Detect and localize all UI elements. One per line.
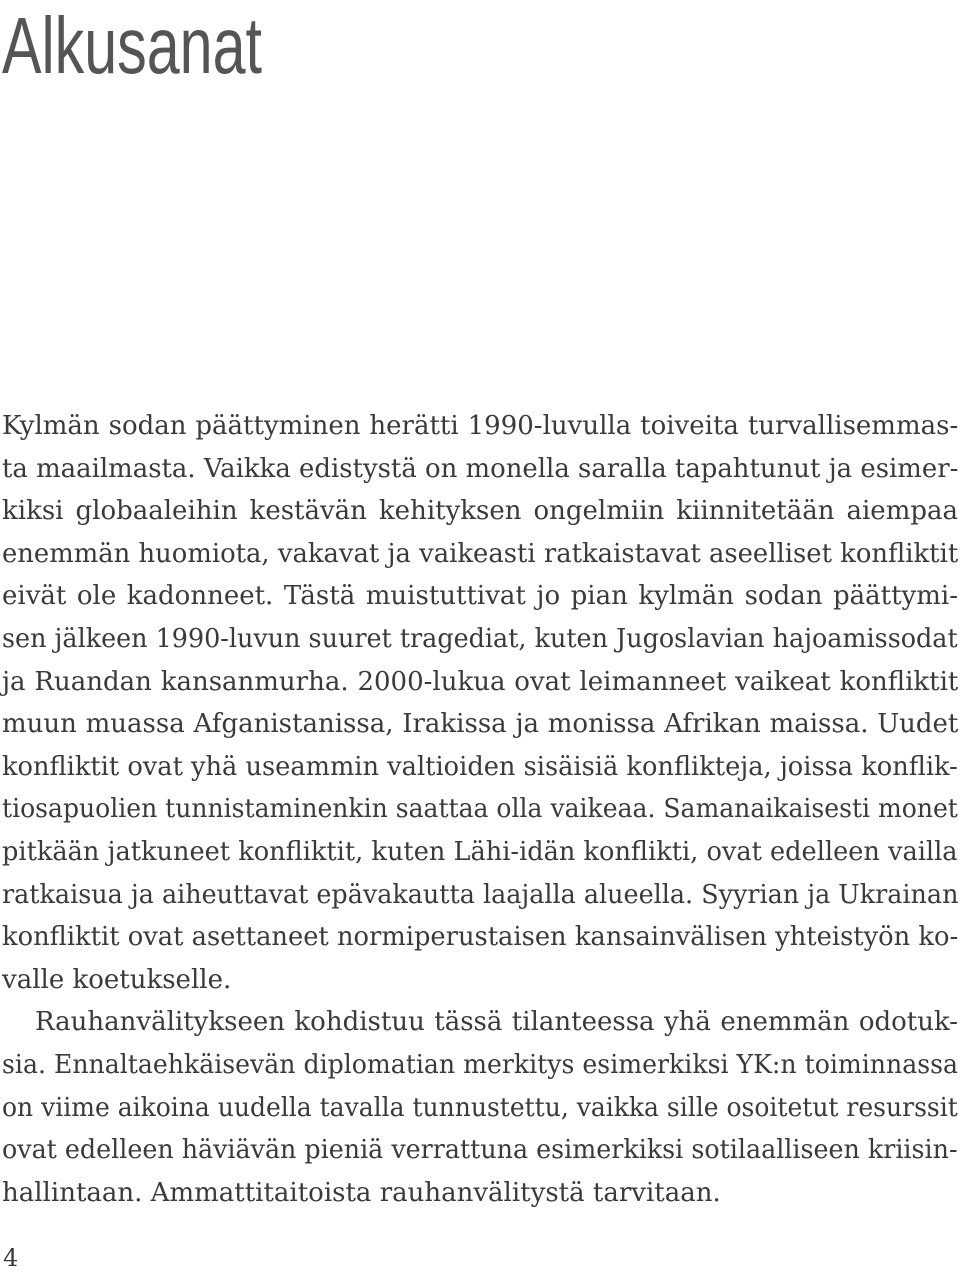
paragraph-2-line: on viime aikoina uudella tavalla tunnustettu, vaikka sille osoitetut resurssit: [2, 1092, 958, 1123]
paragraph-1-line: pitkään jatkuneet konfliktit, kuten Lähi-idän konflikti, ovat edelleen vailla: [2, 836, 958, 867]
paragraph-1-line: ta maailmasta. Vaikka edistystä on monella saralla tapahtunut ja esimer-: [2, 453, 959, 484]
paragraph-1-line: enemmän huomiota, vakavat ja vaikeasti ratkaistavat aseelliset konfliktit: [2, 538, 959, 569]
paragraph-2-line: sia. Ennaltaehkäisevän diplomatian merkitys esimerkiksi YK:n toiminnassa: [2, 1049, 959, 1080]
page-number: 4: [3, 1244, 19, 1272]
page-title: Alkusanat: [2, 1, 262, 90]
paragraph-1-line: konfliktit ovat yhä useammin valtioiden sisäisiä konflikteja, joissa konflik-: [2, 751, 958, 782]
paragraph-1-line: eivät ole kadonneet. Tästä muistuttivat jo pian kylmän sodan päättymi-: [2, 581, 958, 612]
body-text: [2, 405, 958, 1214]
paragraph-1-line: ratkaisua ja aiheuttavat epävakautta laajalla alueella. Syyrian ja Ukrainan: [2, 879, 959, 910]
paragraph-1-line: kiksi globaaleihin kestävän kehityksen ongelmiin kiinnitetään aiempaa: [2, 496, 958, 527]
paragraph-1-line: valle koetukselle.: [2, 964, 232, 995]
paragraph-1-line: konfliktit ovat asettaneet normiperustaisen kansainvälisen yhteistyön ko-: [2, 922, 959, 953]
paragraph-1-line: sen jälkeen 1990-luvun suuret tragediat, kuten Jugoslavian hajoamissodat: [2, 623, 958, 654]
paragraph-1-line: muun muassa Afganistanissa, Irakissa ja monissa Afrikan maissa. Uudet: [2, 709, 959, 740]
paragraph-2-line: hallintaan. Ammattitaitoista rauhanvälitystä tarvitaan.: [2, 1177, 721, 1208]
paragraph-2-line: ovat edelleen häviävän pieniä verrattuna esimerkiksi sotilaalliseen kriisin-: [2, 1135, 958, 1166]
paragraph-2-line: Rauhanvälitykseen kohdistuu tässä tilanteessa yhä enemmän odotuk-: [35, 1007, 959, 1038]
paragraph-1-line: ja Ruandan kansanmurha. 2000-lukua ovat leimanneet vaikeat konfliktit: [2, 666, 959, 697]
paragraph-1-line: tiosapuolien tunnistaminenkin saattaa olla vaikeaa. Samanaikaisesti monet: [2, 794, 958, 825]
paragraph-1-line: Kylmän sodan päättyminen herätti 1990-luvulla toiveita turvallisemmas-: [2, 411, 959, 441]
